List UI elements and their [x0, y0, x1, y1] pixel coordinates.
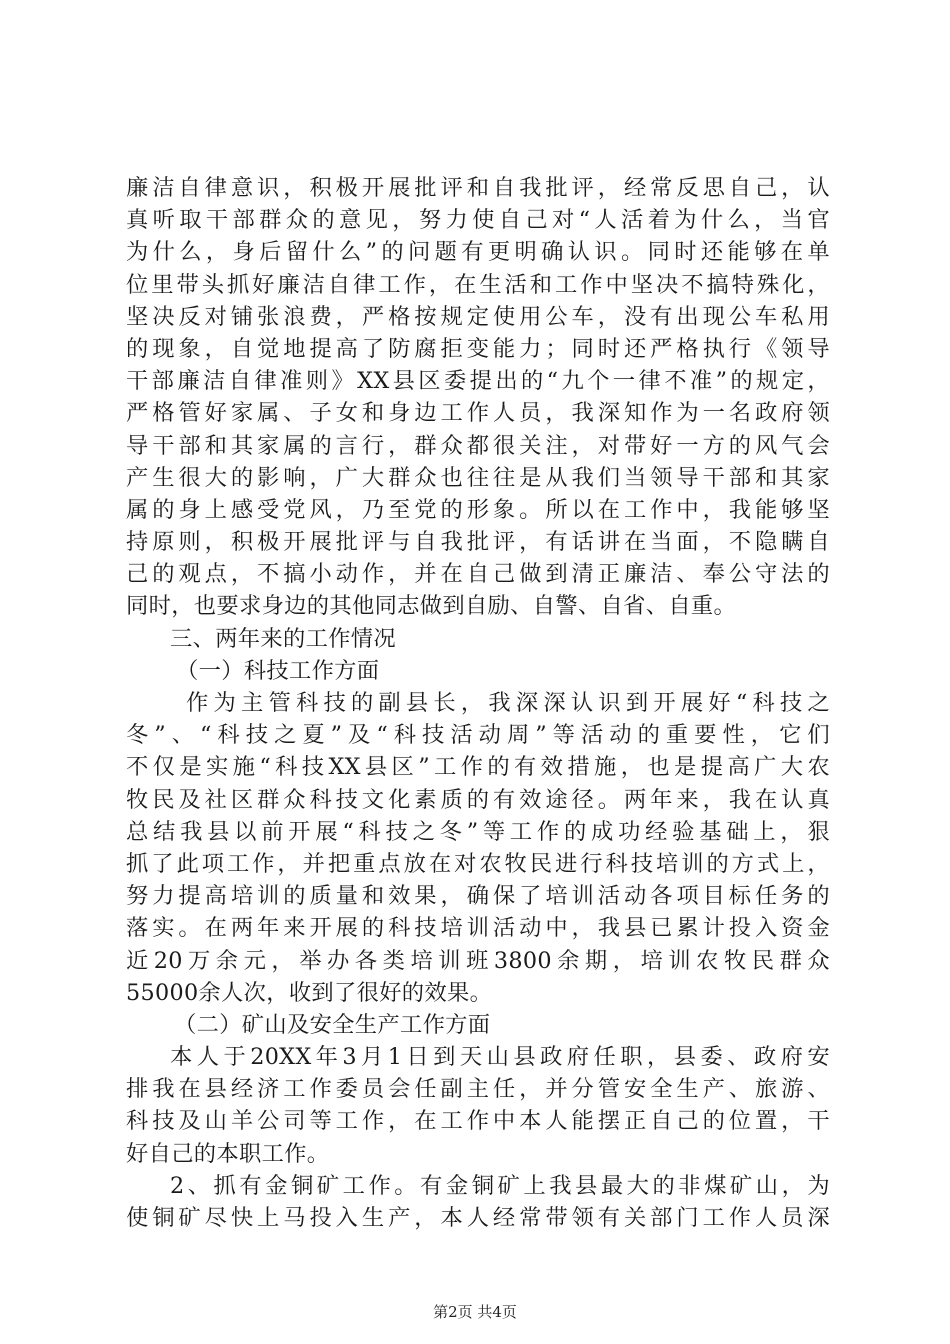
text-line: 科技及山羊公司等工作，在工作中本人能摆正自己的位置，干 — [126, 1108, 830, 1135]
subsection-heading: （一）科技工作方面 — [176, 657, 380, 684]
text-line: 排我在县经济工作委员会任副主任，并分管安全生产、旅游、 — [126, 1076, 830, 1103]
text-line: 努力提高培训的质量和效果，确保了培训活动各项目标任务的 — [126, 883, 830, 910]
text-line: 导干部和其家属的言行，群众都很关注，对带好一方的风气会 — [126, 432, 830, 459]
section-heading: 三、两年来的工作情况 — [170, 625, 396, 652]
text-line: 干部廉洁自律准则》XX县区委提出的“九个一律不准”的规定， — [126, 368, 830, 395]
text-line: 位里带头抓好廉洁自律工作，在生活和工作中坚决不搞特殊化， — [126, 271, 830, 298]
text-line: 属的身上感受党风，乃至党的形象。所以在工作中，我能够坚 — [126, 496, 830, 523]
text-line: 严格管好家属、子女和身边工作人员，我深知作为一名政府领 — [126, 400, 830, 427]
text-line: 2、抓有金铜矿工作。有金铜矿上我县最大的非煤矿山，为 — [170, 1172, 830, 1199]
text-line: 近20万余元，举办各类培训班3800余期，培训农牧民群众 — [126, 947, 830, 974]
text-line: 作为主管科技的副县长，我深深认识到开展好“科技之 — [186, 690, 830, 716]
subsection-heading: （二）矿山及安全生产工作方面 — [174, 1011, 491, 1038]
text-line: 落实。在两年来开展的科技培训活动中，我县已累计投入资金 — [126, 915, 830, 942]
text-line: 好自己的本职工作。 — [126, 1140, 330, 1167]
text-line: 廉洁自律意识，积极开展批评和自我批评，经常反思自己，认 — [126, 175, 830, 201]
text-line: 产生很大的影响，广大群众也往往是从我们当领导干部和其家 — [126, 464, 830, 491]
text-line: 持原则，积极开展批评与自我批评，有话讲在当面，不隐瞒自 — [126, 529, 830, 556]
text-line: 不仅是实施“科技XX县区”工作的有效措施，也是提高广大农 — [126, 754, 830, 781]
page-number-label: 第2页 共4页 — [433, 1303, 517, 1321]
text-line: 牧民及社区群众科技文化素质的有效途径。两年来，我在认真 — [126, 786, 830, 813]
text-line: 的现象，自觉地提高了防腐拒变能力；同时还严格执行《领导 — [126, 335, 830, 362]
text-line: 同时，也要求身边的其他同志做到自励、自警、自省、自重。 — [126, 593, 737, 620]
page-footer — [0, 1301, 950, 1322]
text-line: 冬”、“科技之夏”及“科技活动周”等活动的重要性，它们 — [126, 722, 830, 749]
text-line: 为什么，身后留什么”的问题有更明确认识。同时还能够在单 — [126, 239, 830, 266]
text-line: 抓了此项工作，并把重点放在对农牧民进行科技培训的方式上， — [126, 850, 830, 877]
text-line: 55000余人次，收到了很好的效果。 — [126, 979, 493, 1006]
body-text — [126, 172, 830, 1234]
text-line: 总结我县以前开展“科技之冬”等工作的成功经验基础上，狠 — [126, 818, 830, 845]
text-line: 己的观点，不搞小动作，并在自己做到清正廉洁、奉公守法的 — [126, 561, 830, 588]
text-line: 使铜矿尽快上马投入生产，本人经常带领有关部门工作人员深 — [126, 1205, 830, 1231]
text-line: 真听取干部群众的意见，努力使自己对“人活着为什么，当官 — [126, 207, 830, 234]
text-line: 本人于20XX年3月1日到天山县政府任职，县委、政府安 — [170, 1044, 830, 1071]
text-line: 坚决反对铺张浪费，严格按规定使用公车，没有出现公车私用 — [126, 303, 830, 330]
